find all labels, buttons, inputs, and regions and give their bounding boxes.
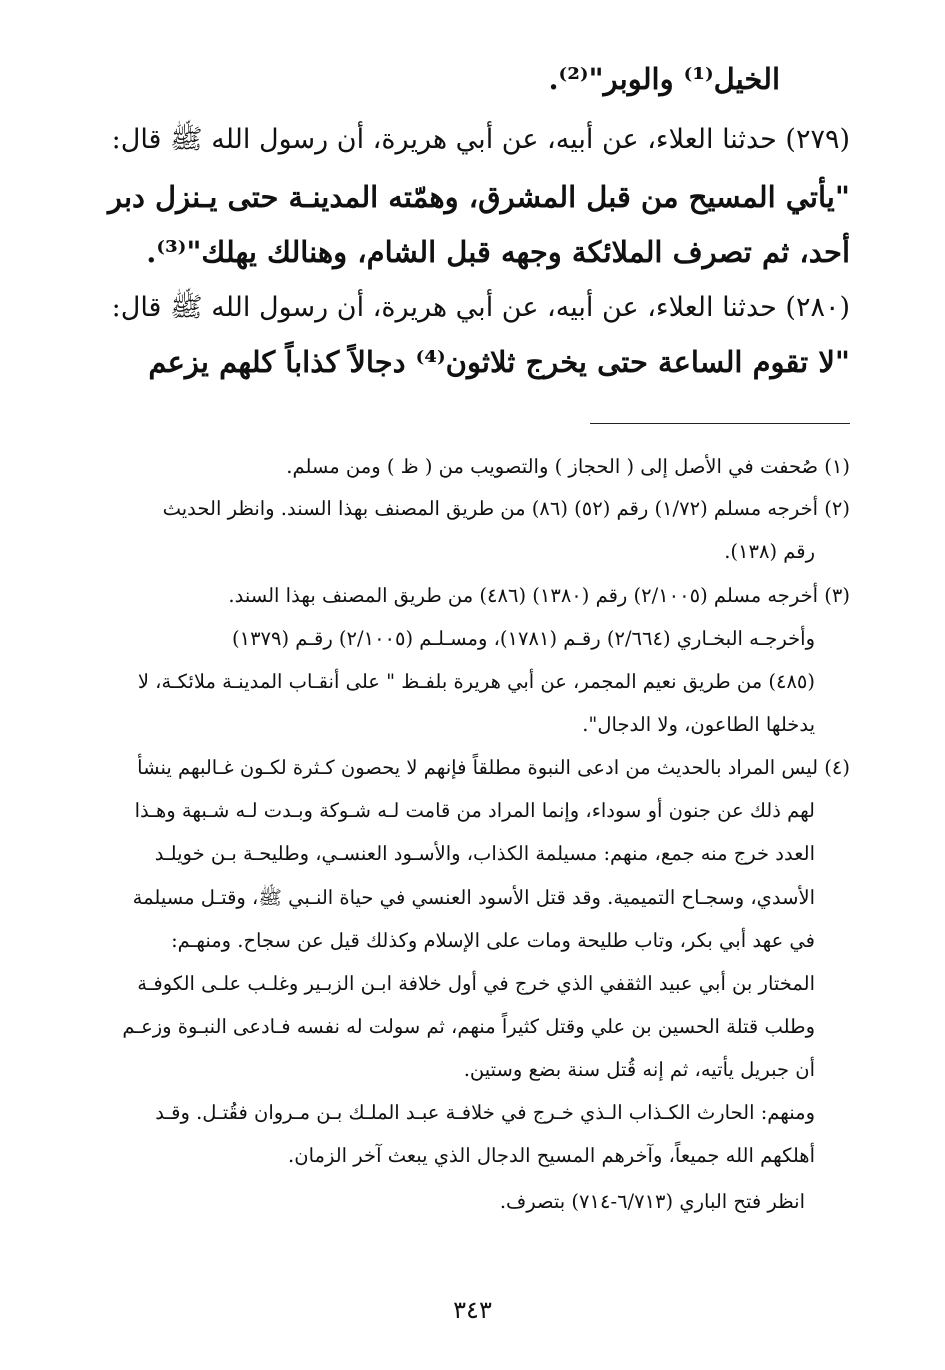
hadith-280-matn-line-1: "لا تقوم الساعة حتى يخرج ثلاثون⁽⁴⁾ دجالاً كذاباً كلهم يزعم — [148, 345, 850, 379]
text-line-continuation: الخيل⁽¹⁾ والوبر"⁽²⁾. — [548, 62, 780, 96]
footnote-3-line-1: (٣) أخرجه مسلم (٢/١٠٠٥) رقم (١٣٨٠) (٤٨٦) من طريق المصنف بهذا السند. — [228, 584, 850, 607]
footnote-4-line-5: في عهد أبي بكر، وتاب طليحة ومات على الإسلام وكذلك قيل عن سجاح. ومنهـم: — [171, 929, 815, 952]
footnote-4-line-1: (٤) ليس المراد بالحديث من ادعى النبوة مطلقاً فإنهم لا يحصون كـثرة لكـون غـالبهم ينشأ — [137, 756, 850, 779]
footnote-1: (١) صُحفت في الأصل إلى ( الحجاز ) والتصويب من ( ظ ) ومن مسلم. — [286, 455, 850, 478]
footnote-4-line-10: أهلكهم الله جميعاً، وآخرهم المسيح الدجال الذي يبعث آخر الزمان. — [288, 1144, 815, 1167]
page-number: ٣٤٣ — [453, 1296, 492, 1324]
footnote-2-line-1: (٢) أخرجه مسلم (١/٧٢) رقم (٥٢) (٨٦) من طريق المصنف بهذا السند. وانظر الحديث — [162, 497, 850, 520]
footnote-4-line-11: انظر فتح الباري (٦/٧١٣-٧١٤) بتصرف. — [499, 1190, 805, 1213]
footnote-4-line-6: المختار بن أبي عبيد الثقفي الذي خرج في أول خلافة ابـن الزبـير وغلـب علـى الكوفـة — [137, 972, 815, 995]
footnote-2-line-2: رقم (١٣٨). — [724, 540, 815, 563]
footnote-3-line-2: وأخرجـه البخـاري (٢/٦٦٤) رقـم (١٧٨١)، ومسـلـم (٢/١٠٠٥) رقـم (١٣٧٩) — [231, 627, 815, 650]
footnote-3-line-3: (٤٨٥) من طريق نعيم المجمر، عن أبي هريرة بلفـظ " على أنقـاب المدينـة ملائكـة، لا — [137, 670, 815, 693]
footnote-4-line-9: ومنهم: الحارث الكـذاب الـذي خـرج في خلافـة عبـد الملـك بـن مـروان فقُتـل. وقـد — [155, 1101, 815, 1124]
footnote-separator — [590, 423, 850, 424]
hadith-279-isnad: (٢٧٩) حدثنا العلاء، عن أبيه، عن أبي هريرة، أن رسول الله ﷺ قال: — [111, 124, 850, 155]
hadith-280-isnad: (٢٨٠) حدثنا العلاء، عن أبيه، عن أبي هريرة، أن رسول الله ﷺ قال: — [111, 292, 850, 323]
footnote-3-line-4: يدخلها الطاعون، ولا الدجال". — [582, 713, 815, 736]
footnote-4-line-3: العدد خرج منه جمع، منهم: مسيلمة الكذاب، والأسـود العنسـي، وطليحـة بـن خويلـد — [154, 842, 815, 865]
footnote-4-line-2: لهم ذلك عن جنون أو سوداء، وإنما المراد من قامت لـه شـوكة وبـدت لـه شـبهة وهـذا — [134, 799, 815, 822]
footnote-4-line-8: أن جبريل يأتيه، ثم إنه قُتل سنة بضع وستين. — [463, 1058, 815, 1081]
hadith-279-matn-line-1: "يأتي المسيح من قبل المشرق، وهمّته المدينـة حتى يـنزل دبر — [107, 180, 850, 214]
footnote-4-line-4: الأسدي، وسجـاح التميمية. وقد قتل الأسود العنسي في حياة النـبي ﷺ، وقتـل مسيلمة — [132, 886, 815, 909]
footnote-4-line-7: وطلب قتلة الحسين بن علي وقتل كثيراً منهم، ثم سولت له نفسه فـادعى النبـوة وزعـم — [122, 1015, 815, 1038]
hadith-279-matn-line-2: أحد، ثم تصرف الملائكة وجهه قبل الشام، وهنالك يهلك"⁽³⁾. — [146, 235, 850, 269]
